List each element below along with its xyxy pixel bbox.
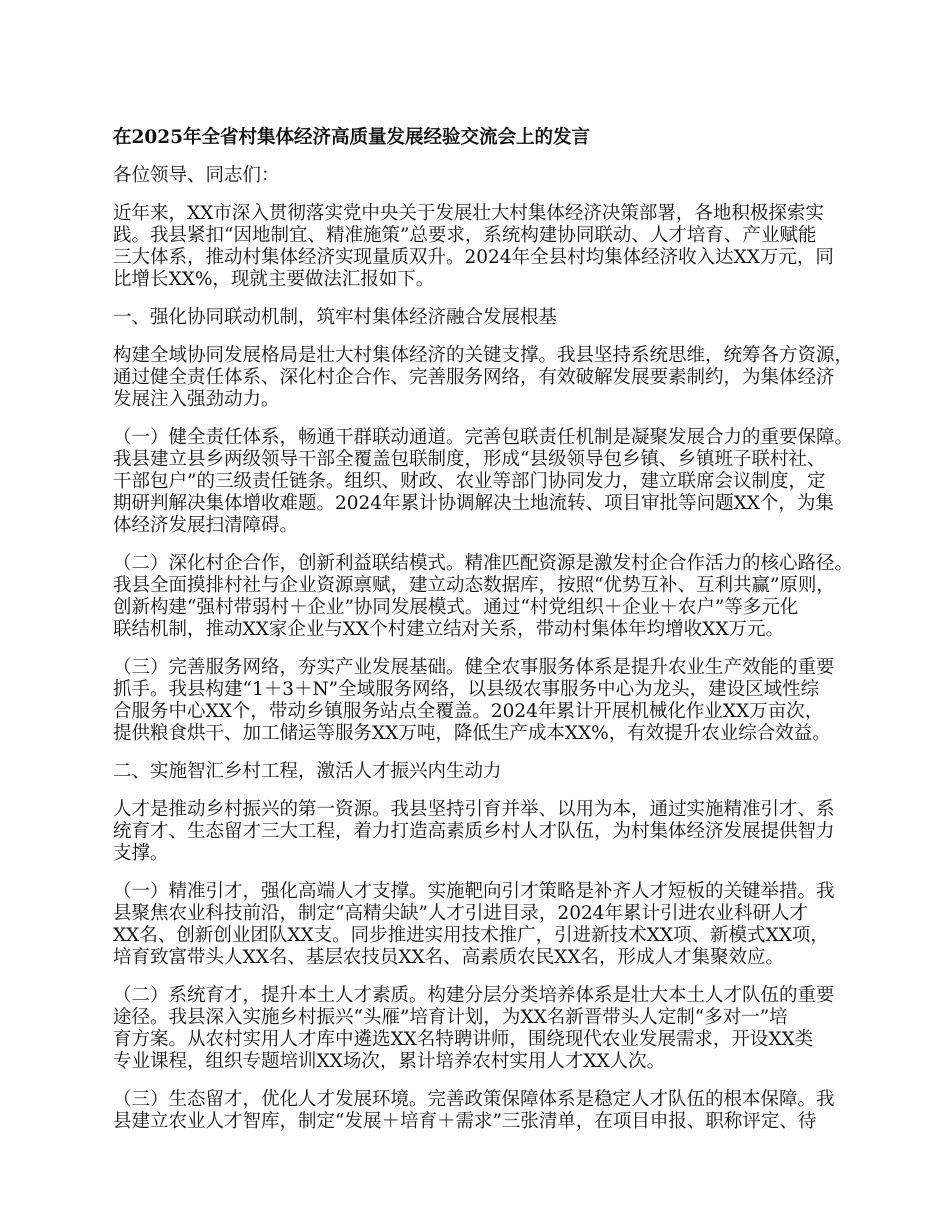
text-line: 支撑。	[113, 843, 169, 864]
paragraph	[113, 1089, 853, 1133]
text-line: 体经济发展扫清障碍。	[113, 515, 299, 536]
text-line: 近年来，XX市深入贯彻落实党中央关于发展壮大村集体经济决策部署，各地积极探索实	[113, 203, 824, 224]
greeting	[113, 165, 853, 187]
section-heading	[113, 761, 853, 783]
document-body	[113, 127, 853, 1149]
text-line: 途径。我县深入实施乡村振兴“头雁”培育计划，为XX名新晋带头人定制“多对一”培	[113, 1007, 788, 1028]
text-line: （一）精准引才，强化高端人才支撑。实施靶向引才策略是补齐人才短板的关键举措。我	[113, 881, 835, 902]
text-line: 三大体系，推动村集体经济实现量质双升。2024年全县村均集体经济收入达XX万元，同	[113, 247, 834, 268]
section-heading	[113, 307, 853, 329]
text-line: 专业课程，组织专题培训XX场次，累计培养农村实用人才XX人次。	[113, 1051, 666, 1072]
paragraph	[113, 985, 853, 1073]
text-line: 人才是推动乡村振兴的第一资源。我县坚持引育并举、以用为本，通过实施精准引才、系	[113, 799, 835, 820]
text-line: 提供粮食烘干、加工储运等服务XX万吨，降低生产成本XX%，有效提升农业综合效益。	[113, 723, 831, 744]
text-line: 培育致富带头人XX名、基层农技员XX名、高素质农民XX名，形成人才集聚效应。	[113, 947, 785, 968]
text-line: 在2025年全省村集体经济高质量发展经验交流会上的发言	[113, 127, 590, 148]
text-line: XX名、创新创业团队XX支。同步推进实用技术推广，引进新技术XX项、新模式XX项，	[113, 925, 829, 946]
text-line: 干部包户”的三级责任链条。组织、财政、农业等部门协同发力，建立联席会议制度，定	[113, 471, 826, 492]
text-line: 联结机制，推动XX家企业与XX个村建立结对关系，带动村集体年均增收XX万元。	[113, 619, 785, 640]
text-line: （二）深化村企合作，创新利益联结模式。精准匹配资源是激发村企合作活力的核心路径。	[113, 553, 854, 574]
paragraph	[113, 881, 853, 969]
text-line: 我县建立县乡两级领导干部全覆盖包联制度，形成“县级领导包乡镇、乡镇班子联村社、	[113, 449, 826, 470]
text-line: 合服务中心XX个，带动乡镇服务站点全覆盖。2024年累计开展机械化作业XX万亩次，	[113, 701, 824, 722]
paragraph	[113, 799, 853, 865]
text-line: （三）生态留才，优化人才发展环境。完善政策保障体系是稳定人才队伍的根本保障。我	[113, 1089, 835, 1110]
paragraph	[113, 203, 853, 291]
text-line: （一）健全责任体系，畅通干群联动通道。完善包联责任机制是凝聚发展合力的重要保障。	[113, 427, 854, 448]
text-line: 育方案。从农村实用人才库中遴选XX名特聘讲师，围绕现代农业发展需求，开设XX类	[113, 1029, 814, 1050]
paragraph	[113, 345, 853, 411]
text-line: 抓手。我县构建“1＋3＋N”全域服务网络，以县级农事服务中心为龙头，建设区域性综	[113, 679, 820, 700]
text-line: 通过健全责任体系、深化村企合作、完善服务网络，有效破解发展要素制约，为集体经济	[113, 367, 835, 388]
text-line: 县建立农业人才智库，制定“发展＋培育＋需求”三张清单，在项目申报、职称评定、待	[113, 1111, 817, 1132]
paragraph	[113, 553, 853, 641]
text-line: 二、实施智汇乡村工程，激活人才振兴内生动力	[113, 761, 502, 782]
text-line: 创新构建“强村带弱村＋企业”协同发展模式。通过“村党组织＋企业＋农户”等多元化	[113, 597, 799, 618]
text-line: （二）系统育才，提升本土人才素质。构建分层分类培养体系是壮大本土人才队伍的重要	[113, 985, 835, 1006]
paragraph	[113, 657, 853, 745]
text-line: 比增长XX%，现就主要做法汇报如下。	[113, 269, 435, 290]
text-line: 构建全域协同发展格局是壮大村集体经济的关键支撑。我县坚持系统思维，统筹各方资源，	[113, 345, 854, 366]
text-line: 县聚焦农业科技前沿，制定“高精尖缺”人才引进目录，2024年累计引进农业科研人才	[113, 903, 808, 924]
document-title	[113, 127, 853, 149]
text-line: 发展注入强劲动力。	[113, 389, 280, 410]
text-line: （三）完善服务网络，夯实产业发展基础。健全农事服务体系是提升农业生产效能的重要	[113, 657, 835, 678]
text-line: 我县全面摸排村社与企业资源禀赋，建立动态数据库，按照“优势互补、互利共赢”原则，	[113, 575, 835, 596]
text-line: 各位领导、同志们：	[113, 165, 280, 186]
text-line: 期研判解决集体增收难题。2024年累计协调解决土地流转、项目审批等问题XX个，为集	[113, 493, 834, 514]
paragraph	[113, 427, 853, 537]
text-line: 统育才、生态留才三大工程，着力打造高素质乡村人才队伍，为村集体经济发展提供智力	[113, 821, 835, 842]
text-line: 践。我县紧扣“因地制宜、精准施策”总要求，系统构建协同联动、人才培育、产业赋能	[113, 225, 817, 246]
text-line: 一、强化协同联动机制，筑牢村集体经济融合发展根基	[113, 307, 558, 328]
